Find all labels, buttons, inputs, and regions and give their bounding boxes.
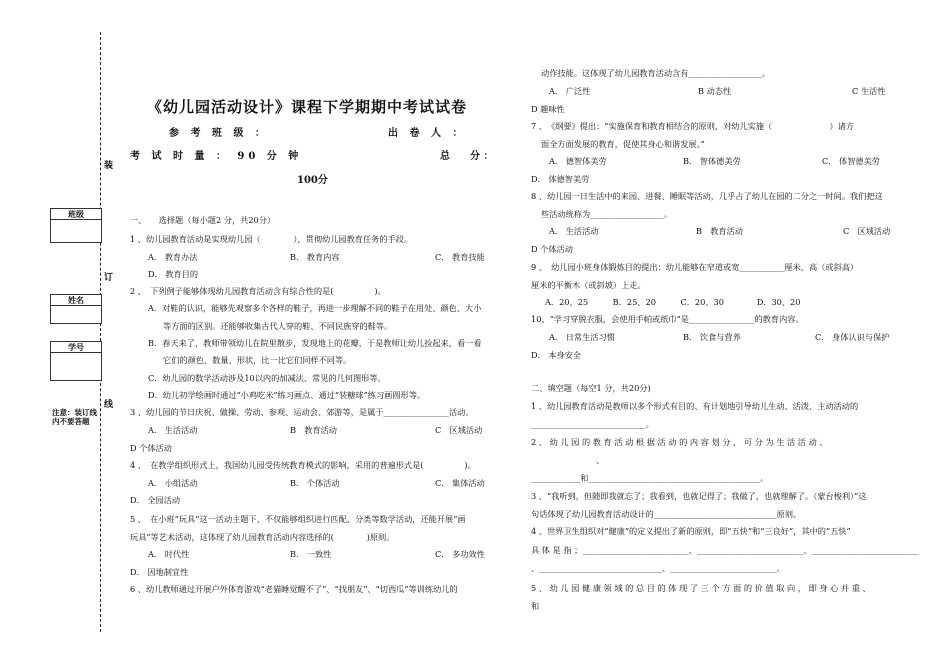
- question-text-line: D． 体德智美劳: [531, 174, 590, 184]
- question-text-line: 7 、 《纲要》提出：“实施保育和教育相结合的原则，对幼儿实施（ ）诸方: [531, 121, 855, 131]
- question-text-line: A. 生活活动: [549, 226, 599, 236]
- question-text-line: A．20、25 B．25、20 C．20、30 D．30、20: [545, 297, 801, 307]
- question-text-line: 2 、 幼 儿 园 的 教 育 活 动 根 据 活 动 的 内 容 划 分 ， 可 分 为 生 活 活 动 、: [531, 437, 828, 447]
- question-text-line: A．对鞋的认识，能够先观察多个各样的鞋子，再进一步理解不同的鞋子在用处、颜色、大小: [148, 303, 482, 313]
- question-text-line: D． 全园活动: [130, 495, 181, 505]
- student-id-label: 学号: [51, 342, 101, 353]
- question-text-line: ____________和__________________________________________。: [531, 473, 769, 483]
- question-text-line: ____________________________。: [531, 419, 654, 429]
- question-text-line: 9 、 幼儿园小班身体锻炼目的提出：幼儿能够在窄道或宽___________厘米、高（或斜高）: [531, 262, 859, 272]
- question-text-line: B． 个体活动: [290, 478, 340, 488]
- question-text-line: 和: [531, 601, 540, 611]
- question-text-line: 一、 选择题（每小题2 分，共20分）: [130, 215, 276, 225]
- question-text-line: C． 教育技能: [435, 252, 485, 262]
- question-text-line: B． 智体德美劳: [683, 156, 741, 166]
- question-text-line: 些活动统称为__________________。: [541, 209, 673, 219]
- question-text-line: 4 、 在教学组织形式上，我国幼儿园受传统教育模式的影响，采用的普遍形式是( )。: [130, 460, 476, 470]
- question-text-line: 厘米的平衡木（或斜坡）上走。: [531, 280, 646, 290]
- question-text-line: B 教育活动: [290, 425, 337, 435]
- question-text-line: 、: [596, 455, 605, 465]
- name-label: 姓名: [51, 295, 101, 306]
- question-text-line: B 教育活动: [696, 226, 743, 236]
- question-text-line: A. 广泛性: [549, 86, 591, 96]
- question-text-line: 、______________________________、__________________________。: [531, 563, 785, 573]
- question-text-line: 1 、幼儿园教育活动是教师以多个形式有目的、有计划地引导幼儿生动、活泼、主动活动的: [531, 401, 859, 411]
- question-text-line: 面全方面发展的教育，促使其身心和谐发展。”: [541, 139, 705, 149]
- question-text-line: D． 教育目的: [148, 269, 199, 279]
- binding-char-ding: 订: [104, 273, 114, 283]
- question-text-line: 句话体现了幼儿园教育活动设计的______________________________原则。: [531, 509, 802, 519]
- class-box[interactable]: [50, 208, 102, 243]
- binding-char-zhuang: 装: [104, 161, 114, 171]
- question-text-line: B． 饮食与营养: [683, 332, 741, 342]
- question-text-line: 8 、幼儿园一日生活中的来园、进餐、睡眠等活动，几乎占了幼儿在园的二分之一时间。我们把这: [531, 191, 883, 201]
- question-text-line: C． 集体活动: [435, 478, 485, 488]
- question-text-line: B． 一致性: [290, 549, 332, 559]
- exam-title: 《幼儿园活动设计》课程下学期期中考试试卷: [147, 98, 468, 116]
- question-text-line: C 区域活动: [843, 226, 891, 236]
- total-score-value: 100分: [297, 175, 328, 186]
- question-text-line: A． 教育办法: [148, 252, 198, 262]
- question-text-line: 玩具”等艺术活动，这体现了幼儿园教育活动内容选择的( )原则。: [130, 532, 395, 542]
- question-text-line: D 趣味性: [531, 104, 565, 114]
- question-text-line: A． 小组活动: [148, 478, 198, 488]
- question-text-line: 动作技能。这体现了幼儿园教育活动含有__________________。: [541, 68, 771, 78]
- question-text-line: D． 因地制宜性: [130, 567, 189, 577]
- question-text-line: 等方面的区别。还能够收集古代人穿的鞋、不同民族穿的鞋等。: [163, 321, 393, 331]
- student-id-box[interactable]: [50, 341, 102, 381]
- question-text-line: 3 、“我听到，但随即我就忘了；我看到，也就记得了；我做了，也就理解了。（蒙台梭利）”这: [531, 491, 867, 501]
- question-text-line: 5 、 幼 儿 园 健 康 领 域 的 总 目 的 体 现 了 三 个 方 面 的 价 值 取 向 ， 即 身 心 并 重 、: [531, 583, 871, 593]
- question-text-line: D． 本身安全: [531, 350, 582, 360]
- question-text-line: 5 、 在小班“玩具”这一活动主题下，不仅能够组织进行匹配、分类等数学活动，还能开展“画: [130, 514, 466, 524]
- question-text-line: C．幼儿园的数学活动涉及10以内的加减法、常见的几何图形等。: [148, 373, 386, 383]
- question-text-line: D 个体活动: [531, 244, 573, 254]
- question-text-line: C 生活性: [852, 86, 886, 96]
- question-text-line: C． 体智德美劳: [822, 156, 880, 166]
- question-text-line: 3 、幼儿园的节日庆祝、做操、劳动、参观、运动会、郊游等，是属于________________活动。: [130, 407, 474, 417]
- question-text-line: C． 身体认识与保护: [815, 332, 890, 342]
- author-label: 出 卷 人 ：: [388, 128, 467, 139]
- question-text-line: 6 、幼儿教师通过开展户外体育游戏“老猫睡觉醒不了”、“找朋友”、“切西瓜”等训练幼儿的: [130, 584, 458, 594]
- question-text-line: B．春天来了，教师带领幼儿在院里散步，发现地上的花瓣，于是教师让幼儿捡起来，看一看: [148, 338, 482, 348]
- question-text-line: B． 教育内容: [290, 252, 340, 262]
- question-text-line: 4 、世界卫生组织对“健康”的定义提出了新的原则，即“五快”和“三良好”，其中的“五快”: [531, 526, 851, 536]
- question-text-line: C． 多功效性: [435, 549, 485, 559]
- question-text-line: 10、“学习穿脱衣服，会使用手帕或纸巾”是________________的教育内容。: [531, 314, 804, 324]
- question-text-line: 它们的颜色、数量、形状，比一比它们同样不同等。: [163, 355, 352, 365]
- exam-time: 考 试 时 量 ： 90 分 钟: [130, 151, 303, 162]
- question-text-line: D 个体活动: [130, 443, 172, 453]
- question-text-line: 具 体 是 指 ；__________________________、__________________________、__________________________: [531, 545, 919, 555]
- question-text-line: 2 、 下列例子能够体现幼儿园教育活动含有综合性的是( )。: [130, 286, 386, 296]
- binding-char-xian: 线: [104, 400, 114, 410]
- question-text-line: A． 时代性: [148, 549, 190, 559]
- binding-note: 注意：装订线内不要答题: [52, 408, 97, 426]
- question-text-line: D．幼儿初学绘画时通过“小鸡吃米”练习画点、通过“装糖球”练习画圆形等。: [148, 390, 426, 400]
- binding-line: [100, 32, 101, 632]
- question-text-line: B 动态性: [698, 86, 732, 96]
- class-label: 班级: [51, 209, 101, 220]
- question-text-line: A． 日常生活习惯: [549, 332, 615, 342]
- question-text-line: 二、填空题（每空1 分，共20分): [531, 383, 651, 393]
- total-score-label: 总 分 ：: [440, 151, 494, 162]
- question-text-line: 1 、幼儿园教育活动是实现幼儿园（ ），贯彻幼儿园教育任务的手段。: [130, 234, 413, 244]
- reference-class-label: 参 考 班 级 ：: [169, 128, 269, 139]
- name-box[interactable]: [50, 294, 102, 324]
- question-text-line: A． 德智体美劳: [549, 156, 607, 166]
- question-text-line: A. 生活活动: [148, 425, 198, 435]
- question-text-line: C 区域活动: [435, 425, 483, 435]
